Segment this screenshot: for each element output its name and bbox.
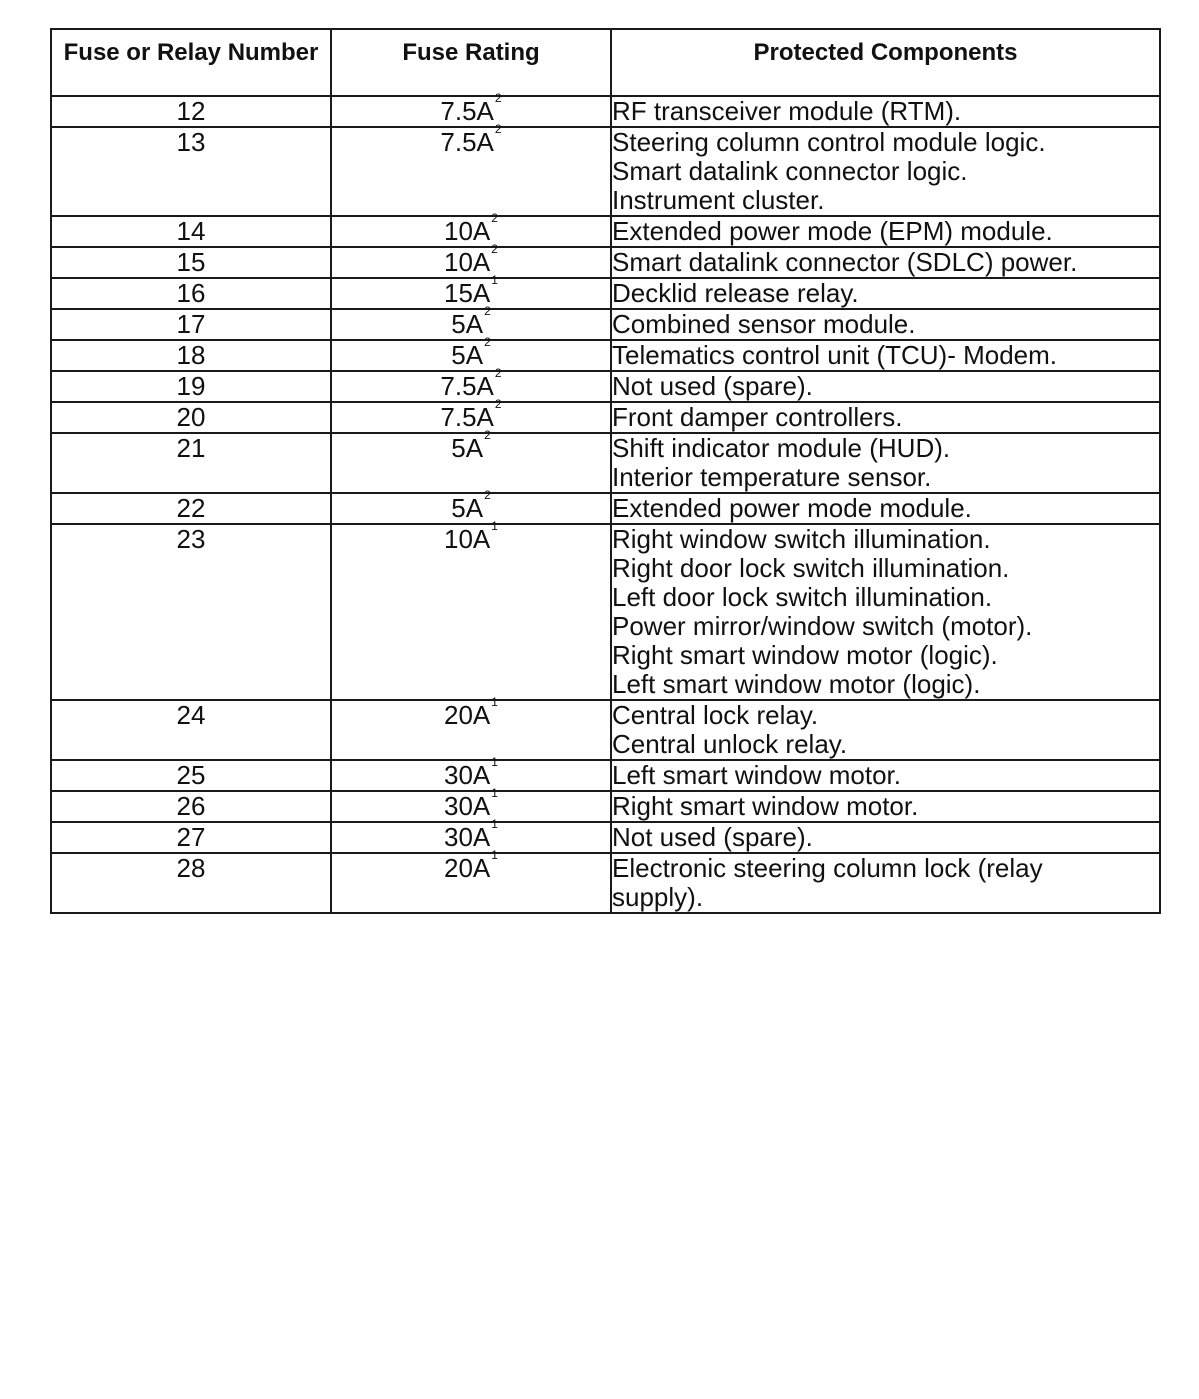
fuse-number-cell: 21 — [51, 433, 331, 493]
component-line: Interior temperature sensor. — [612, 462, 932, 492]
fuse-rating-value: 10A — [444, 524, 491, 554]
component-line: Right smart window motor (logic). — [612, 640, 998, 670]
rating-footnote-marker: 2 — [494, 91, 502, 105]
fuse-number-cell: 12 — [51, 96, 331, 127]
fuse-rating-cell — [331, 428, 611, 493]
fuse-rating-value: 30A — [444, 760, 491, 790]
component-line: Front damper controllers. — [612, 402, 903, 432]
protected-components-cell — [611, 760, 1160, 791]
header-row — [51, 29, 1160, 96]
protected-components-cell — [611, 700, 1160, 760]
table-row — [51, 96, 1160, 127]
fuse-rating-value: 7.5A — [440, 127, 494, 157]
fuse-rating-value: 10A — [444, 216, 491, 246]
table-row — [51, 760, 1160, 791]
fuse-number-cell: 15 — [51, 247, 331, 278]
component-line: Right door lock switch illumination. — [612, 553, 1010, 583]
header-number: Fuse or Relay Number — [51, 29, 331, 96]
fuse-rating-cell — [331, 91, 611, 127]
table-row — [51, 216, 1160, 247]
fuse-rating-value: 30A — [444, 822, 491, 852]
protected-components-cell — [611, 433, 1160, 493]
fuse-rating-cell — [331, 755, 611, 791]
fuse-number-cell: 16 — [51, 278, 331, 309]
rating-footnote-marker: 1 — [491, 817, 498, 831]
rating-footnote-marker: 1 — [491, 848, 498, 862]
rating-footnote-marker: 1 — [491, 755, 498, 769]
rating-footnote-marker: 1 — [491, 273, 498, 287]
fuse-number-cell: 27 — [51, 822, 331, 853]
table-row — [51, 127, 1160, 216]
rating-footnote-marker: 2 — [484, 335, 491, 349]
component-line: Left smart window motor (logic). — [612, 669, 981, 699]
component-line: RF transceiver module (RTM). — [612, 96, 962, 126]
table-row — [51, 493, 1160, 524]
fuse-number-cell: 14 — [51, 216, 331, 247]
fuse-rating-cell — [331, 242, 611, 278]
fuse-number-cell: 20 — [51, 402, 331, 433]
protected-components-cell — [611, 309, 1160, 340]
fuse-rating-cell — [331, 211, 611, 247]
fuse-rating-cell — [331, 519, 611, 700]
fuse-number-cell: 17 — [51, 309, 331, 340]
fuse-rating-value: 15A — [444, 278, 491, 308]
component-line: Shift indicator module (HUD). — [612, 433, 951, 463]
rating-footnote-marker: 2 — [484, 428, 491, 442]
component-line: Extended power mode module. — [612, 493, 972, 523]
component-line: Smart datalink connector logic. — [612, 156, 968, 186]
fuse-rating-cell — [331, 695, 611, 760]
table-row — [51, 853, 1160, 913]
fuse-rating-value: 5A — [451, 493, 484, 523]
table-row — [51, 402, 1160, 433]
protected-components-cell — [611, 402, 1160, 433]
fuse-rating-value: 7.5A — [440, 96, 494, 126]
protected-components-cell — [611, 247, 1160, 278]
protected-components-cell — [611, 493, 1160, 524]
table-row — [51, 278, 1160, 309]
table-row — [51, 700, 1160, 760]
protected-components-cell — [611, 791, 1160, 822]
fuse-rating-cell — [331, 366, 611, 402]
component-line: Central lock relay. — [612, 700, 819, 730]
component-line: Electronic steering column lock (relay — [612, 853, 1043, 883]
component-line: Not used (spare). — [612, 822, 813, 852]
table-body — [51, 91, 1160, 913]
fuse-rating-cell — [331, 848, 611, 913]
rating-footnote-marker: 2 — [484, 488, 491, 502]
fuse-rating-value: 10A — [444, 247, 491, 277]
fuse-table — [50, 28, 1161, 914]
fuse-number-cell: 22 — [51, 493, 331, 524]
component-line: Combined sensor module. — [612, 309, 916, 339]
component-line: Steering column control module logic. — [612, 127, 1046, 157]
component-line: Left door lock switch illumination. — [612, 582, 993, 612]
component-line: Power mirror/window switch (motor). — [612, 611, 1033, 641]
fuse-number-cell: 23 — [51, 524, 331, 700]
table-row — [51, 822, 1160, 853]
fuse-rating-value: 20A — [444, 700, 491, 730]
fuse-rating-value: 7.5A — [440, 402, 494, 432]
protected-components-cell — [611, 524, 1160, 700]
fuse-number-cell: 28 — [51, 853, 331, 913]
component-line: Decklid release relay. — [612, 278, 859, 308]
fuse-rating-cell — [331, 786, 611, 822]
fuse-rating-cell — [331, 273, 611, 309]
protected-components-cell — [611, 340, 1160, 371]
fuse-rating-cell — [331, 335, 611, 371]
fuse-rating-cell — [331, 304, 611, 340]
fuse-number-cell: 18 — [51, 340, 331, 371]
component-line: supply). — [612, 882, 704, 912]
fuse-rating-value: 7.5A — [440, 371, 494, 401]
rating-footnote-marker: 2 — [494, 366, 502, 380]
protected-components-cell — [611, 853, 1160, 913]
rating-footnote-marker: 1 — [491, 519, 498, 533]
fuse-rating-value: 5A — [451, 433, 484, 463]
protected-components-cell — [611, 278, 1160, 309]
table-row — [51, 791, 1160, 822]
table-header — [51, 29, 1160, 96]
table-row — [51, 433, 1160, 493]
rating-footnote-marker: 2 — [491, 211, 498, 225]
fuse-number-cell: 25 — [51, 760, 331, 791]
component-line: Right smart window motor. — [612, 791, 919, 821]
fuse-rating-cell — [331, 397, 611, 433]
fuse-rating-cell — [331, 488, 611, 524]
fuse-rating-value: 5A — [451, 309, 484, 339]
table-row — [51, 340, 1160, 371]
fuse-number-cell: 26 — [51, 791, 331, 822]
rating-footnote-marker: 1 — [491, 695, 498, 709]
rating-footnote-marker: 2 — [491, 242, 498, 256]
component-line: Smart datalink connector (SDLC) power. — [612, 247, 1078, 277]
fuse-rating-value: 20A — [444, 853, 491, 883]
component-line: Extended power mode (EPM) module. — [612, 216, 1053, 246]
protected-components-cell — [611, 371, 1160, 402]
fuse-rating-cell — [331, 122, 611, 216]
protected-components-cell — [611, 96, 1160, 127]
fuse-rating-cell — [331, 817, 611, 853]
component-line: Instrument cluster. — [612, 185, 825, 215]
protected-components-cell — [611, 822, 1160, 853]
fuse-number-cell: 19 — [51, 371, 331, 402]
table-row — [51, 309, 1160, 340]
protected-components-cell — [611, 216, 1160, 247]
rating-footnote-marker: 2 — [484, 304, 491, 318]
component-line: Right window switch illumination. — [612, 524, 991, 554]
component-line: Not used (spare). — [612, 371, 813, 401]
header-components: Protected Components — [611, 29, 1160, 96]
table-row — [51, 247, 1160, 278]
rating-footnote-marker: 2 — [494, 397, 502, 411]
protected-components-cell — [611, 127, 1160, 216]
rating-footnote-marker: 2 — [494, 122, 502, 136]
fuse-number-cell: 24 — [51, 700, 331, 760]
rating-footnote-marker: 1 — [491, 786, 498, 800]
component-line: Telematics control unit (TCU)- Modem. — [612, 340, 1057, 370]
fuse-rating-value: 30A — [444, 791, 491, 821]
fuse-number-cell: 13 — [51, 127, 331, 216]
header-rating: Fuse Rating — [331, 29, 611, 96]
fuse-rating-value: 5A — [451, 340, 484, 370]
table-row — [51, 371, 1160, 402]
table-row — [51, 524, 1160, 700]
component-line: Left smart window motor. — [612, 760, 901, 790]
component-line: Central unlock relay. — [612, 729, 848, 759]
